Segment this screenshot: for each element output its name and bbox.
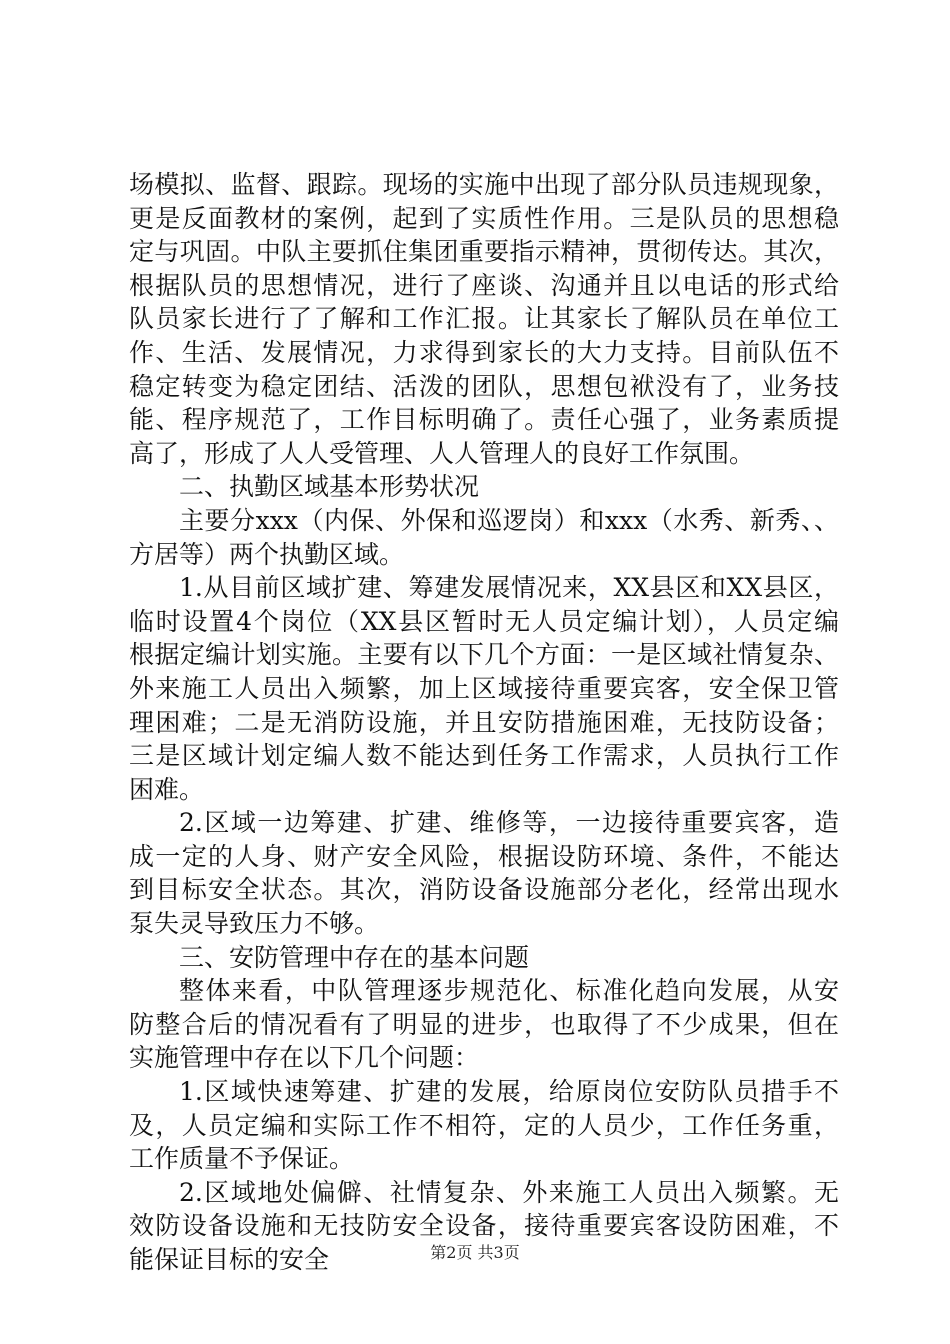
paragraph-line: 整体来看，中队管理逐步规范化、标准化趋向发展，从安: [179, 976, 839, 1006]
paragraph-line: 1.区域快速筹建、扩建的发展，给原岗位安防队员措手不: [179, 1077, 839, 1107]
paragraph-line: 理困难；二是无消防设施，并且安防措施困难，无技防设备；: [129, 707, 839, 737]
paragraph-line: 泵失灵导致压力不够。: [129, 909, 380, 939]
paragraph-line: 外来施工人员出入频繁，加上区域接待重要宾客，安全保卫管: [129, 673, 839, 703]
paragraph-line: 2.区域地处偏僻、社情复杂、外来施工人员出入频繁。无: [179, 1177, 839, 1207]
paragraph-line: 2.区域一边筹建、扩建、维修等，一边接待重要宾客，造: [179, 808, 839, 838]
paragraph-line: 成一定的人身、财产安全风险，根据设防环境、条件，不能达: [129, 841, 839, 871]
paragraph-line: 更是反面教材的案例，起到了实质性作用。三是队员的思想稳: [129, 203, 839, 233]
paragraph-line: 到目标安全状态。其次，消防设备设施部分老化，经常出现水: [129, 875, 839, 905]
section-heading: 二、执勤区域基本形势状况: [179, 472, 480, 502]
paragraph-line: 根据定编计划实施。主要有以下几个方面：一是区域社情复杂、: [129, 640, 839, 670]
paragraph-line: 工作质量不予保证。: [129, 1144, 355, 1174]
document-body: [129, 168, 839, 1277]
paragraph-line: 困难。: [129, 774, 205, 804]
section-heading: 三、安防管理中存在的基本问题: [179, 942, 530, 972]
paragraph-line: 三是区域计划定编人数不能达到任务工作需求，人员执行工作: [129, 741, 839, 771]
paragraph-line: 队员家长进行了了解和工作汇报。让其家长了解队员在单位工: [129, 304, 839, 334]
paragraph-line: 高了，形成了人人受管理、人人管理人的良好工作氛围。: [129, 438, 755, 468]
paragraph-line: 稳定转变为稳定团结、活泼的团队，思想包袱没有了，业务技: [129, 371, 839, 401]
paragraph-line: 作、生活、发展情况，力求得到家长的大力支持。目前队伍不: [129, 337, 839, 367]
paragraph-line: 场模拟、监督、跟踪。现场的实施中出现了部分队员违规现象，: [129, 170, 839, 199]
paragraph-line: 效防设备设施和无技防安全设备，接待重要宾客设防困难，不: [129, 1211, 839, 1241]
paragraph-line: 及，人员定编和实际工作不相符，定的人员少，工作任务重，: [129, 1110, 839, 1140]
paragraph-line: 临时设置4个岗位（XX县区暂时无人员定编计划），人员定编: [129, 606, 839, 636]
paragraph-line: 定与巩固。中队主要抓住集团重要指示精神，贯彻传达。其次，: [129, 237, 839, 267]
paragraph-line: 实施管理中存在以下几个问题：: [129, 1043, 480, 1073]
page-footer: 第2页 共3页: [430, 1243, 520, 1262]
paragraph-line: 能保证目标的安全: [129, 1245, 330, 1274]
paragraph-line: 根据队员的思想情况，进行了座谈、沟通并且以电话的形式给: [129, 270, 839, 300]
paragraph-line: 1.从目前区域扩建、筹建发展情况来，XX县区和XX县区，: [179, 573, 839, 603]
paragraph-line: 主要分xxx（内保、外保和巡逻岗）和xxx（水秀、新秀、、: [179, 505, 839, 535]
paragraph-line: 防整合后的情况看有了明显的进步，也取得了不少成果，但在: [129, 1009, 839, 1039]
paragraph-line: 方居等）两个执勤区域。: [129, 539, 405, 569]
paragraph-line: 能、程序规范了，工作目标明确了。责任心强了，业务素质提: [129, 405, 839, 435]
